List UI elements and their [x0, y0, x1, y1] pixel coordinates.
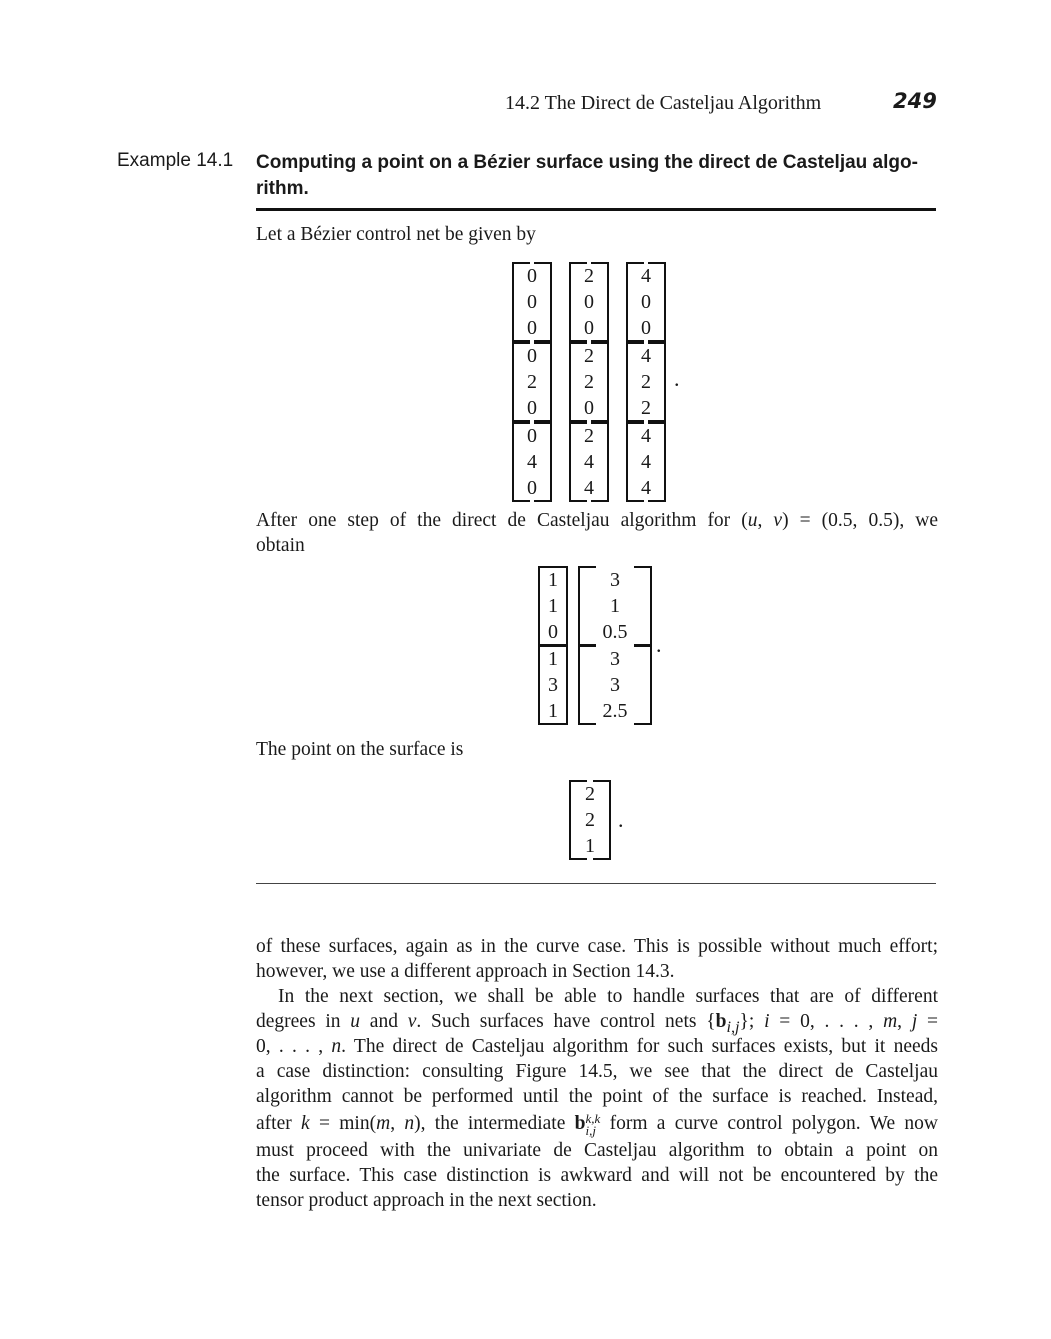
body-p2-line-7: must proceed with the univariate de Casteljau algorithm to obtain a point on — [256, 1140, 938, 1161]
control-point-entry: 0 — [527, 345, 537, 367]
control-point-entry: 4 — [584, 477, 594, 499]
control-point-entry: 0 — [527, 477, 537, 499]
control-point-entry: 0 — [527, 291, 537, 313]
intermediate-point-entry: 3 — [610, 648, 620, 670]
control-point-entry: 0 — [527, 317, 537, 339]
example-rule-top — [256, 208, 936, 211]
body-p2-line-2: degrees in u and v. Such surfaces have control nets $\{b_{i,j}\}$; i = 0, . . . , m, j = — [256, 1011, 939, 1036]
intermediate-point-entry: 1 — [548, 569, 558, 591]
intermediate-point-entry: 0.5 — [602, 621, 628, 643]
after-step-line-2: obtain — [256, 535, 305, 556]
intermediate-point-entry: 0 — [548, 621, 558, 643]
intermediate-period: . — [656, 632, 662, 657]
intermediate-point-entry: 2.5 — [602, 700, 628, 722]
body-p2-line-1: In the next section, we shall be able to handle surfaces that are of different — [278, 986, 938, 1007]
example-rule-bottom — [256, 883, 936, 884]
control-point-entry: 4 — [584, 451, 594, 473]
point-intro: The point on the surface is — [256, 739, 464, 760]
control-point-entry: 0 — [641, 291, 651, 313]
control-point-entry: 2 — [584, 425, 594, 447]
control-net-period: . — [674, 366, 680, 391]
example-title: Computing a point on a Bézier surface using the direct de Casteljau algo-rithm. — [256, 152, 918, 199]
body-p2-line-3: 0, . . . , n. The direct de Casteljau algorithm for such surfaces exists, but it needs — [256, 1036, 938, 1057]
intermediate-point-entry: 1 — [548, 700, 558, 722]
control-point-entry: 4 — [527, 451, 537, 473]
surface-point-entry: 2 — [585, 783, 595, 805]
control-point-entry: 0 — [584, 397, 594, 419]
control-point-entry: 0 — [584, 291, 594, 313]
control-point-entry: 0 — [527, 265, 537, 287]
control-point-entry: 4 — [641, 477, 651, 499]
point-period: . — [618, 807, 624, 832]
intermediate-point-entry: 1 — [548, 648, 558, 670]
intermediate-point-entry: 1 — [548, 595, 558, 617]
body-p2-line-5: algorithm cannot be performed until the point of the surface is reached. Instead, — [256, 1086, 938, 1107]
control-point-entry: 0 — [584, 317, 594, 339]
body-p2-line-6: after k = min(m, n), the intermediate bk,k i,j form a curve control polygon. We now — [256, 1110, 938, 1138]
surface-point-entry: 2 — [585, 809, 595, 831]
control-point-entry: 2 — [584, 371, 594, 393]
body-p2-line-8: the surface. This case distinction is awkward and will not be encountered by the — [256, 1165, 938, 1186]
page-number: 249 — [893, 89, 937, 113]
intermediate-point-entry: 3 — [548, 674, 558, 696]
control-point-entry: 0 — [641, 317, 651, 339]
after-step-line-1: After one step of the direct de Casteljau algorithm for (u, v) = (0.5, 0.5), we — [256, 510, 939, 531]
control-point-entry: 2 — [584, 265, 594, 287]
body-p2-line-9: tensor product approach in the next section. — [256, 1190, 597, 1211]
control-point-entry: 4 — [641, 345, 651, 367]
control-point-entry: 4 — [641, 425, 651, 447]
control-point-entry: 0 — [527, 397, 537, 419]
surface-point-entry: 1 — [585, 835, 595, 857]
control-point-entry: 2 — [641, 397, 651, 419]
intermediate-point-entry: 1 — [610, 595, 620, 617]
body-p2-line-4: a case distinction: consulting Figure 14.5, we see that the direct de Casteljau — [256, 1061, 938, 1082]
control-point-entry: 2 — [584, 345, 594, 367]
body-p1-line-1: of these surfaces, again as in the curve case. This is possible without much effort; — [256, 936, 938, 957]
control-point-entry: 4 — [641, 451, 651, 473]
intermediate-point-entry: 3 — [610, 674, 620, 696]
body-p1-line-2: however, we use a different approach in Section 14.3. — [256, 961, 675, 982]
control-point-entry: 4 — [641, 265, 651, 287]
control-point-entry: 2 — [527, 371, 537, 393]
control-point-entry: 2 — [641, 371, 651, 393]
running-header: 14.2 The Direct de Casteljau Algorithm — [505, 92, 822, 114]
example-intro: Let a Bézier control net be given by — [256, 224, 536, 245]
intermediate-point-entry: 3 — [610, 569, 620, 591]
example-label: Example 14.1 — [117, 150, 234, 171]
control-point-entry: 0 — [527, 425, 537, 447]
